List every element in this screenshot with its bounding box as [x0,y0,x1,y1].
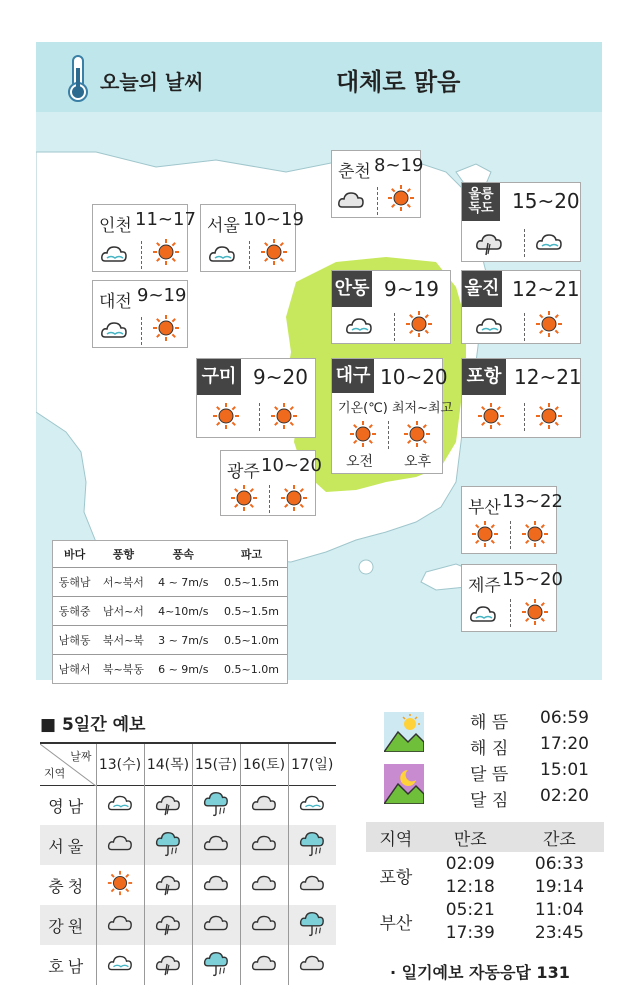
city-card-gumi [196,358,316,438]
sun-icon [534,401,564,431]
tide-low: 06:33 [534,853,584,874]
am-label: 오전 [346,454,374,470]
sunrise-mountain-icon [384,712,424,752]
tide-high: 12:18 [445,876,495,897]
forecast-hotline: · 일기예보 자동응답 131 [390,963,570,982]
forecast-cell [96,905,144,945]
temp-legend: 기온(℃) 최저~최고 [338,401,454,416]
city-card-daejeon [92,280,188,348]
pm-weather-icon [269,401,299,435]
pm-weather-icon [520,597,550,631]
am-weather-icon [474,311,504,345]
tide-header-region: 지역 [366,822,426,852]
am-weather-icon [99,239,129,273]
forecast-cell [192,945,240,985]
city-name: 서울 [207,216,240,236]
partly-cloudy-icon [99,315,129,345]
partly-cloudy-icon [207,239,237,269]
sea-table-cell: 남해동 [53,626,96,655]
sea-table-cell: 0.5~1.0m [224,662,279,676]
sea-table-row [53,568,287,597]
umbrella-rain-icon [154,829,182,857]
forecast-day-header: 14(목) [144,743,192,785]
tide-region: 포항 [379,867,413,888]
sea-header-cell: 파고 [216,541,287,568]
temp-range: 8~19 [374,155,424,176]
forecast-day-header: 17(일) [288,743,336,785]
pm-weather-icon [534,401,564,435]
forecast-cell [240,825,288,865]
tide-low: 11:04 [534,899,584,920]
forecast-cell [96,945,144,985]
sea-table-cell: 4 ~ 7m/s [151,568,216,597]
city-name-tag: 구미 [197,359,241,395]
am-weather-icon [229,483,259,517]
cloud-icon [298,949,326,977]
pm-weather-icon [534,227,564,261]
forecast-day-header: 15(금) [192,743,240,785]
forecast-cell [96,865,144,905]
temp-range: 9~20 [253,365,308,389]
city-name: 대전 [99,292,132,312]
forecast-cell [192,825,240,865]
temp-range: 10~20 [380,365,448,389]
forecast-cell [144,785,192,825]
umbrella-rain-icon [298,829,326,857]
corner-region-label: 지역 [44,766,66,780]
pm-weather-icon [279,483,309,517]
sun-icon [476,401,506,431]
cloud-icon [202,829,230,857]
temp-range: 15~20 [512,189,580,213]
temp-range: 15~20 [502,569,563,590]
temp-range: 10~20 [261,455,322,476]
city-name: 부산 [468,498,501,518]
forecast-cell [240,785,288,825]
pm-weather-icon [151,313,181,347]
sun-icon [402,419,432,449]
sun-icon [279,483,309,513]
sea-table-header [53,541,287,568]
forecast-cell [192,785,240,825]
temp-range: 11~17 [135,209,196,230]
city-card-pohang [461,358,581,438]
forecast-cell [144,905,192,945]
sun-icon [106,869,134,897]
pm-label: 오후 [404,454,432,470]
forecast-title: ■ 5일간 예보 [40,715,146,735]
am-weather-icon [344,311,374,345]
forecast-cell [144,945,192,985]
cloud-icon [106,829,134,857]
am-weather-icon [207,239,237,273]
sun-icon [348,419,378,449]
forecast-cell [144,865,192,905]
pm-weather-icon [386,183,416,217]
cloud-icon [202,869,230,897]
forecast-cell [288,785,336,825]
sea-table-cell: 0.5~1.5m [216,597,287,626]
temp-range: 9~19 [384,277,439,301]
pm-weather-icon [534,309,564,343]
sea-header-cell: 바다 [53,541,96,568]
am-weather-icon [348,419,378,453]
sun-icon [259,237,289,267]
sea-table-cell: 동해중 [53,597,96,626]
city-card-ulleung [461,182,581,262]
sea-table-cell: 6 ~ 9m/s [158,662,209,676]
cloud-rain-icon [154,789,182,817]
city-card-uljin [461,270,581,344]
partly-cloudy-icon [106,949,134,977]
am-weather-icon [474,227,504,261]
forecast-row [40,785,336,825]
cloud-icon [250,909,278,937]
cloud-icon [298,869,326,897]
moonset-row: 달 짐 02:20 [470,786,589,811]
city-card-seoul [200,204,304,272]
sun-icon [229,483,259,513]
forecast-region: 영남 [48,796,88,816]
sea-table-cell: 남서~서 [96,597,150,626]
sea-table-cell: 동해남 [53,568,96,597]
forecast-cell [144,825,192,865]
city-card-busan [461,486,563,554]
city-name: 제주 [468,576,501,596]
tide-region: 부산 [379,913,413,934]
city-card-chuncheon [331,150,424,218]
forecast-row [40,825,336,865]
cloud-icon [106,909,134,937]
sea-table-cell: 서~북서 [96,568,150,597]
city-card-gwangju [220,450,322,516]
tide-header-high: 만조 [426,822,515,852]
table-corner [40,743,96,785]
city-card-daegu [331,358,454,474]
cloud-icon [250,949,278,977]
sunrise-row: 해 뜸 06:59 [470,708,589,733]
am-weather-icon [99,315,129,349]
cloud-rain-icon [474,227,504,257]
sun-icon [151,237,181,267]
sun-icon [386,183,416,213]
forecast-cell [288,905,336,945]
city-name-tag: 포항 [462,359,506,395]
page-title: 오늘의 날씨 [100,70,204,94]
sun-icon [470,519,500,549]
tide-high: 02:09 [445,853,495,874]
temp-range: 10~19 [243,209,304,230]
am-weather-icon [211,401,241,435]
temp-range: 9~19 [137,285,187,306]
am-weather-icon [470,519,500,553]
sun-icon [211,401,241,431]
city-name: 인천 [99,216,132,236]
sea-table-row [53,655,287,684]
tide-high: 17:39 [445,922,495,943]
partly-cloudy-icon [344,311,374,341]
cloud-icon [250,829,278,857]
tide-table [366,822,604,944]
forecast-cell [96,825,144,865]
corner-date-label: 날짜 [70,750,92,763]
city-name-tag: 안동 [332,271,372,307]
forecast-region: 강원 [40,905,96,945]
sea-conditions-table [52,540,288,684]
sun-icon [269,401,299,431]
sea-table-cell: 0.5~1.0m [216,626,287,655]
pm-weather-icon [404,309,434,343]
temp-range: 13~22 [502,491,563,512]
am-weather-icon [476,401,506,435]
pm-weather-icon [520,519,550,553]
city-name-tag: 울릉 독도 [462,183,500,221]
forecast-region: 서울 [40,825,96,865]
sea-table-cell: 4~10m/s [151,597,216,626]
am-weather-icon [336,185,366,219]
city-name: 광주 [227,462,260,482]
tide-header-low: 간조 [515,822,604,852]
city-card-jeju [461,564,563,632]
sea-header-cell: 풍향 [96,541,150,568]
umbrella-rain-icon [298,909,326,937]
forecast-cell [288,825,336,865]
tide-low: 23:45 [534,922,584,943]
sea-table-cell: 북서~북 [96,626,150,655]
pm-weather-icon [151,237,181,271]
forecast-cell [240,905,288,945]
umbrella-rain-icon [202,789,230,817]
sunset-row: 해 짐 17:20 [470,734,589,759]
sun-icon [520,519,550,549]
forecast-cell [192,905,240,945]
forecast-cell [96,785,144,825]
forecast-row [40,905,336,945]
forecast-row [40,865,336,905]
temp-range: 12~21 [512,277,580,301]
sun-icon [404,309,434,339]
forecast-day-header: 16(토) [240,743,288,785]
forecast-cell [288,865,336,905]
city-card-incheon [92,204,196,272]
sea-table-row [53,626,287,655]
forecast-day-header: 13(수) [96,743,144,785]
forecast-cell [240,865,288,905]
partly-cloudy-icon [468,599,498,629]
forecast-row [40,945,336,985]
city-name-tag: 대구 [332,359,374,393]
sun-icon [534,309,564,339]
partly-cloudy-icon [474,311,504,341]
cloud-icon [202,909,230,937]
cloud-rain-icon [154,949,182,977]
umbrella-rain-icon [202,949,230,977]
cloud-icon [336,185,366,215]
partly-cloudy-icon [99,239,129,269]
pm-weather-icon [402,419,432,453]
partly-cloudy-icon [106,789,134,817]
tide-low: 19:14 [534,876,584,897]
forecast-cell [240,945,288,985]
five-day-forecast-table [40,742,336,985]
cloud-rain-icon [154,869,182,897]
moonrise-row: 달 뜸 15:01 [470,760,589,785]
forecast-region: 호남 [48,956,88,976]
weather-condition: 대체로 맑음 [336,68,461,96]
city-card-andong [331,270,451,344]
am-weather-icon [468,599,498,633]
sea-header-cell: 풍속 [151,541,216,568]
forecast-region: 충청 [48,876,88,896]
sea-table-cell: 남해서 [58,663,91,676]
partly-cloudy-icon [298,789,326,817]
temp-range: 12~21 [514,365,582,389]
city-name: 춘천 [338,162,371,182]
cloud-icon [250,789,278,817]
sun-icon [151,313,181,343]
thermometer-icon [64,54,92,104]
cloud-rain-icon [154,909,182,937]
sun-icon [520,597,550,627]
sea-table-cell: 0.5~1.5m [216,568,287,597]
sea-table-row [53,597,287,626]
forecast-cell [192,865,240,905]
tide-high: 05:21 [445,899,495,920]
moonrise-mountain-icon [384,764,424,804]
cloud-icon [250,869,278,897]
sea-table-cell: 북~북동 [102,663,144,676]
pm-weather-icon [259,237,289,271]
partly-cloudy-icon [534,227,564,257]
city-name-tag: 울진 [462,271,502,307]
sea-table-cell: 3 ~ 7m/s [151,626,216,655]
forecast-cell [288,945,336,985]
